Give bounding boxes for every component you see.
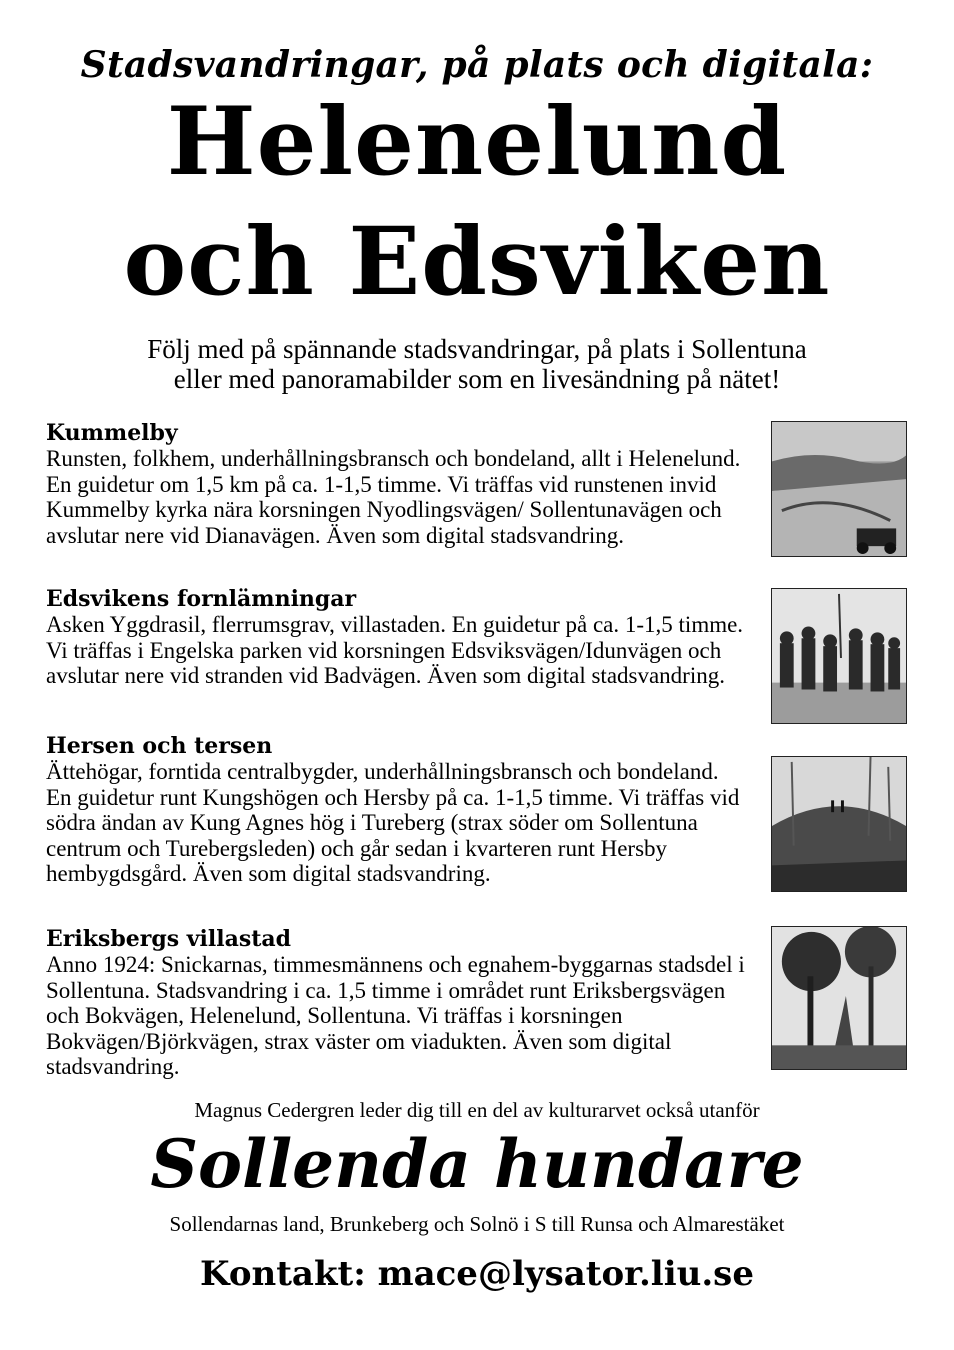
page-title-line-1: Helenelund <box>166 87 788 197</box>
walk-eriksbergs-villastad <box>46 926 746 1080</box>
walk-description: Runsten, folkhem, underhållningsbransch och bondeland, allt i Helenelund. En guidetur om 1,5 km på ca. 1-1,5 timme. Vi träffas vid runstenen invid Kummelby kyrka nära korsningen Nyodlingsvägen/ Sollentunavägen och avslutar nere vid Dianavägen. Även som digital stadsvandring. <box>46 446 741 548</box>
walk-hersen-och-tersen <box>46 733 746 887</box>
forest-tower-photo <box>771 926 907 1070</box>
kicker: Stadsvandringar, på plats och digitala: <box>80 44 874 86</box>
walk-title: Kummelby <box>46 420 178 446</box>
page-title-line-2: och Edsviken <box>123 207 831 317</box>
aerial-landscape-photo <box>771 421 907 557</box>
walk-title: Edsvikens fornlämningar <box>46 586 357 612</box>
walk-title: Hersen och tersen <box>46 733 273 759</box>
contact-email: Kontakt: mace@lysator.liu.se <box>200 1254 754 1294</box>
group-of-walkers-photo <box>771 588 907 724</box>
intro <box>0 334 954 394</box>
walk-edsvikens-fornlamningar <box>46 586 746 689</box>
walk-description: Asken Yggdrasil, flerrumsgrav, villastaden. En guidetur på ca. 1-1,5 timme. Vi träffas i Engelska parken vid korsningen Edsviksvägen/Idunvägen och avslutar nere vid stranden vid Badvägen. Även som digital stadsvandring. <box>46 612 744 688</box>
burial-mound-photo <box>771 756 907 892</box>
walk-description: Anno 1924: Snickarnas, timmesmännens och egnahem-byggarnas stadsdel i Sollentuna. Stadsvandring i ca. 1,5 timme i området runt Eriksbergsvägen och Bokvägen, Helenelund, Sollentuna. Vi träffas i korsningen Bokvägen/Björkvägen, strax väster om viadukten. Även som digital stadsvandring. <box>46 952 745 1079</box>
intro-line-1: Följ med på spännande stadsvandringar, på plats i Sollentuna <box>147 334 807 364</box>
organizer-text: Magnus Cedergren leder dig till en del av kulturarvet också utanför <box>194 1098 760 1122</box>
intro-line-2: eller med panoramabilder som en livesändning på nätet! <box>173 364 781 394</box>
region-text: Sollendarnas land, Brunkeberg och Solnö i S till Runsa och Almarestäket <box>169 1212 785 1236</box>
walk-title: Eriksbergs villastad <box>46 926 292 952</box>
brand-name: Sollenda hundare <box>150 1125 804 1203</box>
walk-kummelby <box>46 420 746 548</box>
walk-description: Ättehögar, forntida centralbygder, underhållningsbransch och bondeland. En guidetur runt Kungshögen och Hersby på ca. 1-1,5 timme. Vi träffas vid södra ändan av Kung Agnes hög i Tureberg (strax söder om Sollentuna centrum och Turebergsleden) och går sedan i kvarteren runt Hersby hembygdsgård. Även som digital stadsvandring. <box>46 759 740 886</box>
